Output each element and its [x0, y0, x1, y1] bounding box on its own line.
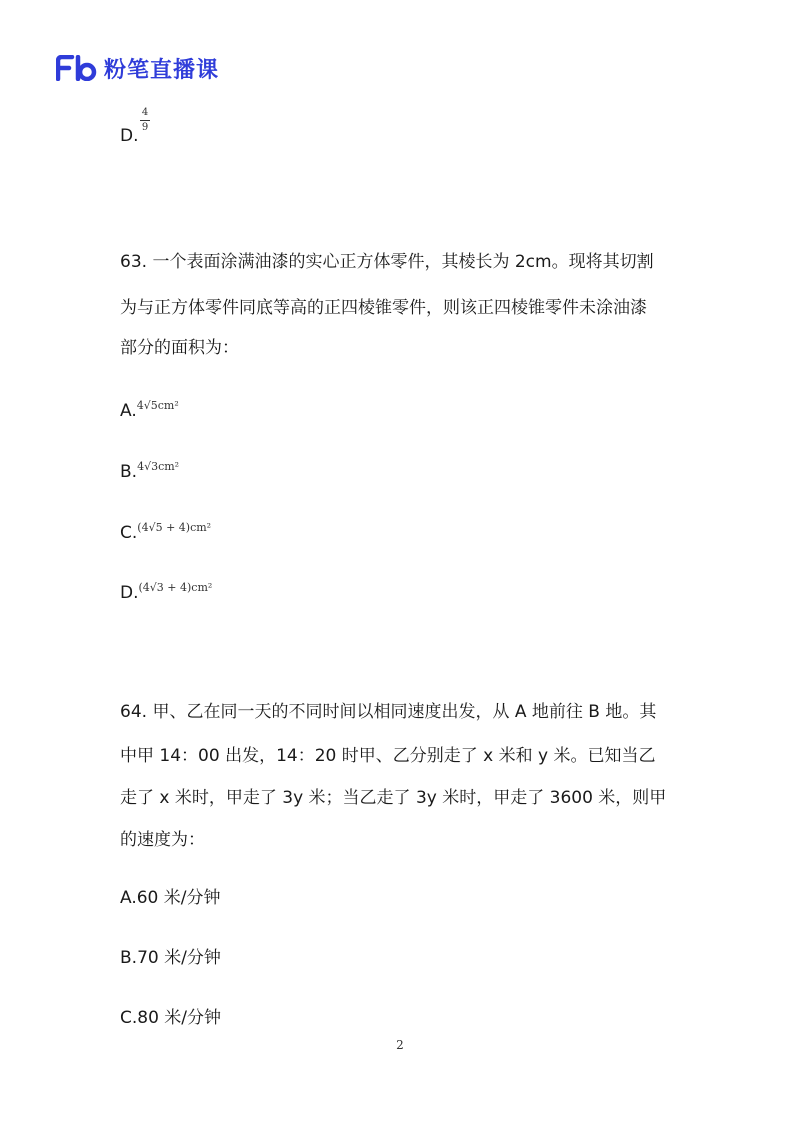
q63-option-c-label: C.	[120, 523, 138, 543]
q63-text-line-2: 为与正方体零件同底等高的正四棱锥零件，则该正四棱锥零件未涂油漆	[120, 298, 647, 318]
q63-option-a-math: 4√5cm²	[136, 399, 179, 412]
q64-text-line-2: 中甲 14：00 出发，14：20 时甲、乙分别走了 x 米和 y 米。已知当乙	[120, 746, 656, 766]
fraction-denominator: 9	[141, 122, 149, 133]
q63-option-a	[120, 394, 179, 423]
q63-option-d-label: D.	[120, 583, 139, 603]
fraction-numerator: 4	[141, 107, 149, 118]
q64-text-line-4: 的速度为：	[120, 830, 205, 850]
q64-option-b: B.70 米/分钟	[120, 948, 221, 968]
q64-option-c: C.80 米/分钟	[120, 1008, 222, 1028]
q63-option-b-math: 4√3cm²	[137, 460, 180, 473]
brand-logo	[56, 52, 219, 84]
fb-logo-icon	[56, 55, 100, 81]
q63-text-line-1: 63. 一个表面涂满油漆的实心正方体零件，其棱长为 2cm。现将其切割	[120, 252, 654, 272]
q63-text-line-3: 部分的面积为：	[120, 338, 239, 358]
page-number: 2	[396, 1038, 404, 1052]
q63-option-d-math: (4√3 + 4)cm²	[138, 581, 213, 594]
q64-option-a: A.60 米/分钟	[120, 888, 221, 908]
q63-option-a-label: A.	[120, 401, 137, 421]
q64-text-line-1: 64. 甲、乙在同一天的不同时间以相同速度出发，从 A 地前往 B 地。其	[120, 702, 657, 722]
brand-name: 粉笔直播课	[104, 57, 220, 83]
q63-option-b-label: B.	[120, 462, 138, 482]
fraction-bar	[140, 120, 150, 121]
prev-option-d	[120, 124, 139, 148]
prev-option-d-label: D.	[120, 126, 139, 146]
q64-text-line-3: 走了 x 米时，甲走了 3y 米；当乙走了 3y 米时，甲走了 3600 米，则甲	[120, 788, 667, 808]
q63-option-c-math: (4√5 + 4)cm²	[137, 521, 212, 534]
q63-option-c	[120, 516, 211, 545]
q63-option-d	[120, 576, 212, 605]
q63-option-b	[120, 455, 179, 484]
fraction-four-ninths	[140, 107, 150, 134]
